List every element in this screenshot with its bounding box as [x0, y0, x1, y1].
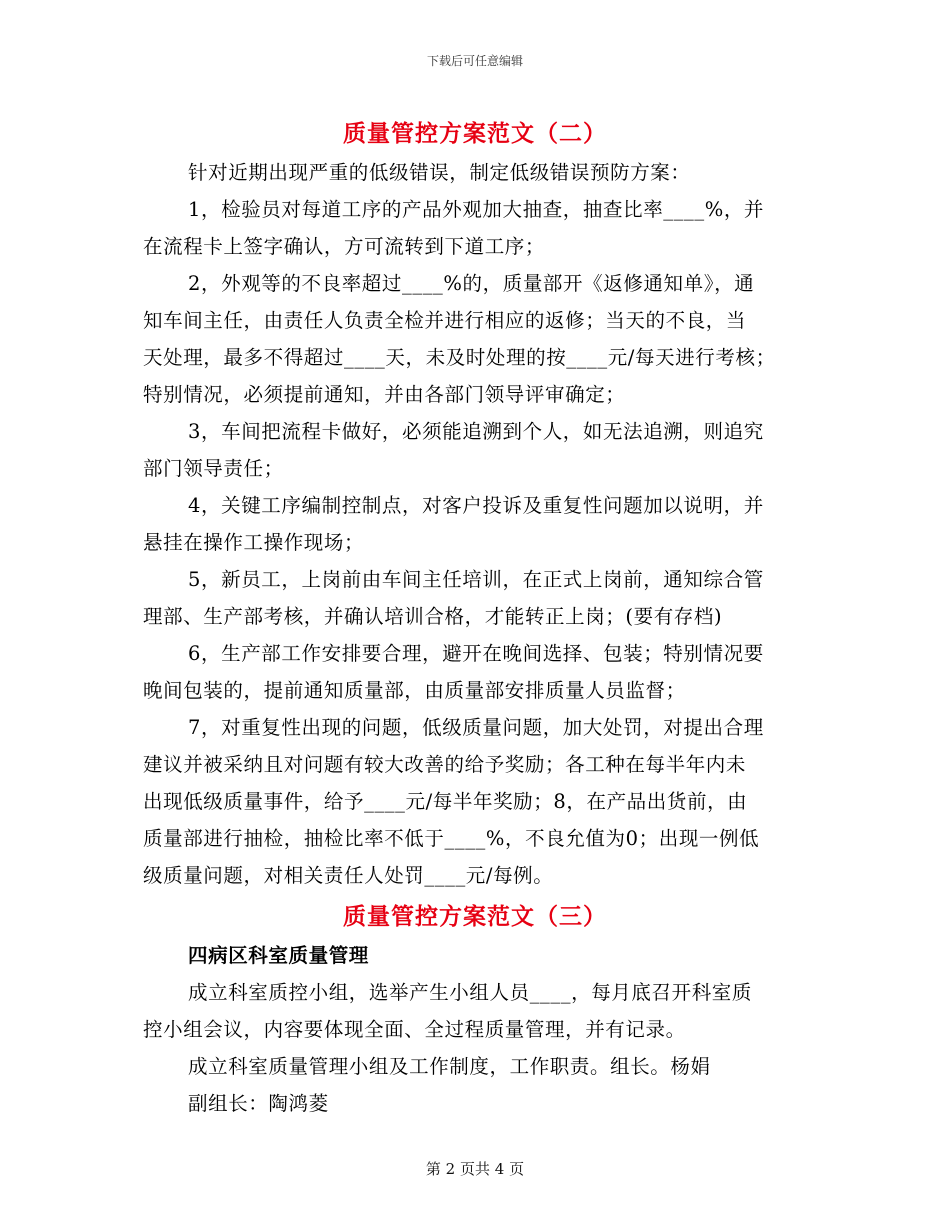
page-header: 下载后可任意编辑	[426, 54, 523, 68]
paragraph-line: 特别情况，必须提前通知，并由各部门领导评审确定；	[143, 383, 626, 406]
subsection-heading: 四病区科室质量管理	[188, 944, 369, 967]
paragraph-line: 理部、生产部考核，并确认培训合格，才能转正上岗；(要有存档)	[143, 605, 723, 628]
paragraph-line: 4，关键工序编制控制点，对客户投诉及重复性问题加以说明，并	[188, 494, 764, 517]
paragraph-line: 7，对重复性出现的问题，低级质量问题，加大处罚，对提出合理	[188, 716, 764, 739]
paragraph-line: 在流程卡上签字确认，方可流转到下道工序；	[143, 235, 546, 258]
paragraph-line: 副组长：陶鸿菱	[188, 1092, 329, 1115]
paragraph-line: 5，新员工，上岗前由车间主任培训，在正式上岗前，通知综合管	[188, 568, 764, 591]
paragraph-line: 质量部进行抽检，抽检比率不低于____%，不良允值为0；出现一例低	[143, 827, 760, 850]
paragraph-line: 成立科室质控小组，选举产生小组人员____，每月底召开科室质	[188, 981, 753, 1004]
paragraph-line: 知车间主任，由责任人负责全检并进行相应的返修；当天的不良，当	[143, 309, 747, 332]
page-footer: 第 2 页共 4 页	[425, 1160, 525, 1178]
paragraph-line: 针对近期出现严重的低级错误，制定低级错误预防方案：	[188, 161, 691, 184]
paragraph-line: 控小组会议，内容要体现全面、全过程质量管理，并有记录。	[143, 1018, 686, 1041]
paragraph-line: 部门领导责任；	[143, 457, 284, 480]
paragraph-line: 6，生产部工作安排要合理，避开在晚间选择、包装；特别情况要	[188, 642, 764, 665]
paragraph-line: 3，车间把流程卡做好，必须能追溯到个人，如无法追溯，则追究	[188, 420, 764, 443]
paragraph-line: 2，外观等的不良率超过____%的，质量部开《返修通知单》，通	[188, 272, 755, 295]
paragraph-line: 建议并被采纳且对问题有较大改善的给予奖励；各工种在每半年内未	[143, 753, 747, 776]
paragraph-line: 1，检验员对每道工序的产品外观加大抽查，抽查比率____%，并	[188, 198, 765, 221]
paragraph-line: 悬挂在操作工操作现场；	[143, 531, 365, 554]
paragraph-line: 晚间包装的，提前通知质量部，由质量部安排质量人员监督；	[143, 679, 686, 702]
paragraph-line: 成立科室质量管理小组及工作制度，工作职责。组长。杨娟	[188, 1055, 711, 1078]
section-title-3: 质量管控方案范文（三）	[343, 903, 607, 930]
paragraph-line: 天处理，最多不得超过____天，未及时处理的按____元/每天进行考核；	[143, 346, 776, 369]
paragraph-line: 出现低级质量事件，给予____元/每半年奖励；8，在产品出货前，由	[143, 790, 748, 813]
paragraph-line: 级质量问题，对相关责任人处罚____元/每例。	[143, 864, 554, 887]
section-title-2: 质量管控方案范文（二）	[343, 120, 607, 147]
